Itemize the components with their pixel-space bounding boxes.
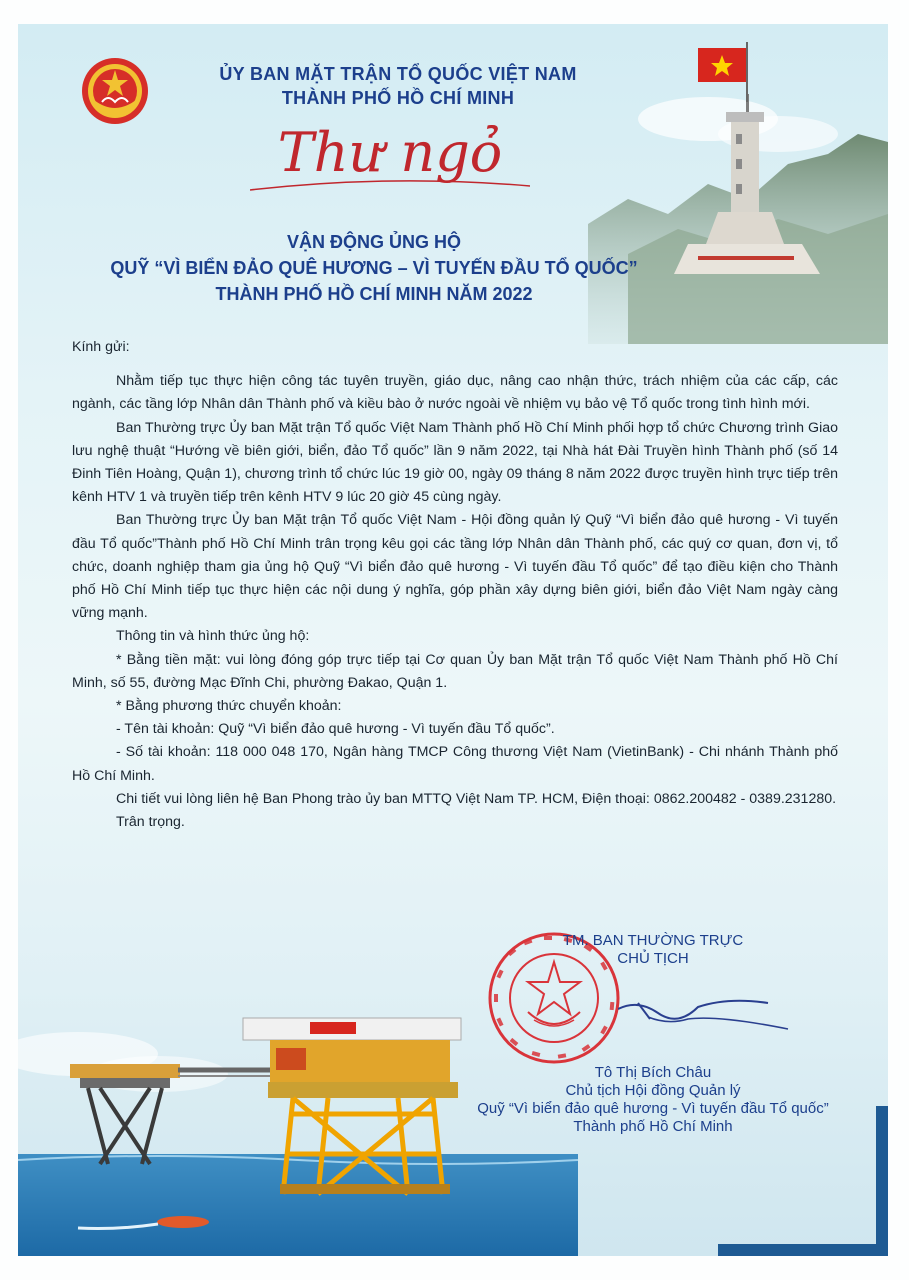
signature-line1: TM. BAN THƯỜNG TRỰC — [562, 932, 744, 949]
paragraph-account-name: - Tên tài khoản: Quỹ “Vì biển đảo quê hương - Vì tuyến đầu Tổ quốc”. — [116, 721, 555, 738]
title-line1: VẬN ĐỘNG ỦNG HỘ — [286, 232, 461, 252]
paragraph-contact: Chi tiết vui lòng liên hệ Ban Phong trào ủy ban MTTQ Việt Nam TP. HCM, Điện thoại: 0862.200482 - 0389.231280. — [116, 790, 837, 807]
paragraph-intro: Nhằm tiếp tục thực hiện công tác tuyên truyền, giáo dục, nâng cao nhận thức, trách nhiệm của các cấp, các ngành, các tầng lớp Nhân dân Thành phố và kiều bào ở nước ngoài về nhiệm vụ bảo vệ Tổ quốc trong tình hình mới. — [72, 373, 838, 413]
signatory-role3: Thành phố Hồ Chí Minh — [573, 1118, 733, 1135]
paragraph-transfer: * Bằng phương thức chuyển khoản: — [116, 698, 342, 715]
script-title-text: Thư ngỏ — [277, 121, 503, 184]
paragraph-cash: * Bằng tiền mặt: vui lòng đóng góp trực tiếp tại Cơ quan Ủy ban Mặt trận Tổ quốc Việt Nam Thành phố Hồ Chí Minh, số 55, đường Mạc Đĩnh Chi, phường Đakao, Quận 1. — [72, 651, 838, 691]
title-line3: THÀNH PHỐ HỒ CHÍ MINH NĂM 2022 — [215, 284, 533, 304]
org-name-line2: THÀNH PHỐ HỒ CHÍ MINH — [281, 88, 515, 108]
letter-sheet — [18, 24, 888, 1256]
paragraph-program: Ban Thường trực Ủy ban Mặt trận Tổ quốc Việt Nam Thành phố Hồ Chí Minh phối hợp tổ chức Chương trình Giao lưu nghệ thuật “Hướng về biên giới, biển, đảo Tổ quốc” lần 9 năm 2022, tại Nhà hát Đài Truyền hình Thành phố (số 14 Đinh Tiên Hoàng, Quận 1), chương trình tổ chức lúc 19 giờ 00, ngày 09 tháng 8 năm 2022 được truyền hình trực tiếp trên kênh HTV 1 và truyền tiếp trên kênh HTV 9 lúc 20 giờ 45 cùng ngày. — [72, 419, 838, 506]
signature-heading — [438, 932, 868, 968]
signature-line2: CHỦ TỊCH — [617, 950, 689, 967]
frame-accent-horizontal — [718, 1244, 888, 1256]
signatory-role1: Chủ tịch Hội đồng Quản lý — [565, 1082, 741, 1099]
paragraph-closing: Trân trọng. — [116, 814, 185, 831]
signatory-role2: Quỹ “Vì biển đảo quê hương - Vì tuyến đầu Tổ quốc” — [477, 1100, 829, 1117]
paragraph-appeal: Ban Thường trực Ủy ban Mặt trận Tổ quốc Việt Nam - Hội đồng quản lý Quỹ “Vì biển đảo quê hương - Vì tuyến đầu Tổ quốc”Thành phố Hồ Chí Minh trân trọng kêu gọi các tầng lớp Nhân dân Thành phố, các quý cơ quan, đơn vị, tổ chức, doanh nghiệp tham gia ủng hộ Quỹ “Vì biển đảo quê hương - Vì tuyến đầu Tổ quốc” để tạo điều kiện cho Thành phố Hồ Chí Minh tiếp tục thực hiện các nội dung ý nghĩa, góp phần xây dựng biên giới, biển đảo Việt Nam ngày càng vững mạnh. — [72, 512, 838, 622]
frame-accent-vertical — [876, 1106, 888, 1256]
paragraph-info-header: Thông tin và hình thức ủng hộ: — [116, 628, 310, 645]
signatory-name: Tô Thị Bích Châu — [594, 1064, 712, 1081]
org-name-line1: ỦY BAN MẶT TRẬN TỔ QUỐC VIỆT NAM — [219, 64, 577, 84]
title-line2: QUỸ “VÌ BIỂN ĐẢO QUÊ HƯƠNG – VÌ TUYẾN ĐẦU TỔ QUỐC” — [110, 258, 638, 278]
paragraph-account-number: - Số tài khoản: 118 000 048 170, Ngân hàng TMCP Công thương Việt Nam (VietinBank) - Chi nhánh Thành phố Hồ Chí Minh. — [72, 744, 838, 784]
script-title — [240, 121, 540, 184]
title-flourish-icon — [250, 172, 530, 196]
handwritten-signature — [618, 979, 798, 1039]
signatory-info — [438, 1064, 868, 1136]
letter-body — [72, 336, 838, 834]
salutation: Kính gửi: — [72, 339, 130, 355]
